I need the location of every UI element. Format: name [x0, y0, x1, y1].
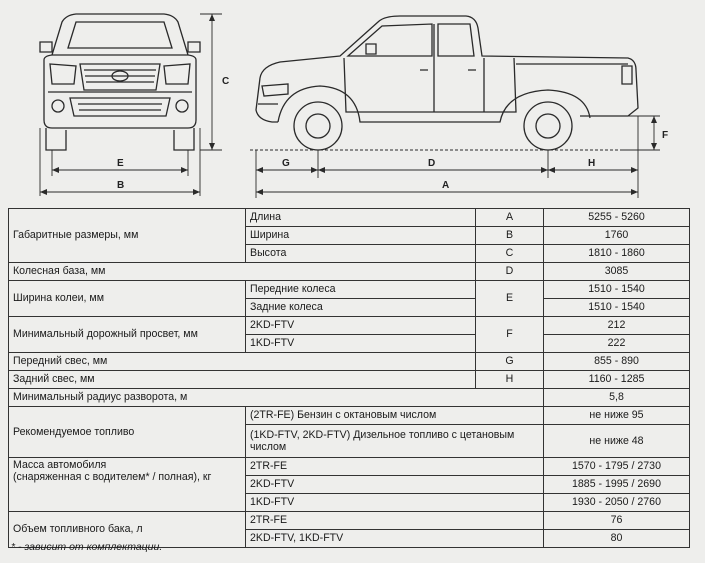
value-cell: 3085	[544, 263, 690, 281]
value-cell: 212	[544, 317, 690, 335]
table-row	[9, 407, 690, 425]
param-line: (снаряженная с водителем* / полная), кг	[13, 471, 212, 484]
param-cell: Передний свес, мм	[9, 353, 476, 371]
dim-label-c: C	[222, 76, 230, 87]
param-cell: Колесная база, мм	[9, 263, 476, 281]
symbol-cell: E	[476, 281, 544, 317]
symbol-cell: B	[476, 227, 544, 245]
value-cell: 1510 - 1540	[544, 281, 690, 299]
sub-cell: Передние колеса	[246, 281, 476, 299]
sub-cell: 2KD-FTV	[246, 476, 544, 494]
table-row	[9, 371, 690, 389]
param-cell: Задний свес, мм	[9, 371, 476, 389]
param-cell	[9, 458, 246, 512]
dim-label-g: G	[282, 158, 290, 169]
symbol-cell: H	[476, 371, 544, 389]
table-row	[9, 458, 690, 476]
symbol-cell: G	[476, 353, 544, 371]
symbol-cell: F	[476, 317, 544, 353]
value-cell: 1160 - 1285	[544, 371, 690, 389]
value-cell: не ниже 95	[544, 407, 690, 425]
value-cell: 5255 - 5260	[544, 209, 690, 227]
sub-cell: 2TR-FE	[246, 458, 544, 476]
value-cell: 222	[544, 335, 690, 353]
value-cell: 855 - 890	[544, 353, 690, 371]
param-cell: Габаритные размеры, мм	[9, 209, 246, 263]
table-row	[9, 389, 690, 407]
footnote: * - зависит от комплектации.	[11, 541, 163, 553]
dim-label-e: E	[117, 158, 124, 169]
dim-label-d: D	[428, 158, 436, 169]
param-cell: Рекомендуемое топливо	[9, 407, 246, 458]
dim-label-f: F	[662, 130, 669, 141]
value-cell: 1760	[544, 227, 690, 245]
symbol-cell: A	[476, 209, 544, 227]
table-row	[9, 512, 690, 530]
vehicle-dimension-diagram	[0, 0, 705, 205]
symbol-cell: C	[476, 245, 544, 263]
sub-cell: Высота	[246, 245, 476, 263]
side-view-drawing	[256, 16, 638, 150]
value-cell: 5,8	[544, 389, 690, 407]
value-cell: 1810 - 1860	[544, 245, 690, 263]
param-line: Масса автомобиля	[13, 459, 107, 471]
dim-label-h: H	[588, 158, 596, 169]
sub-cell: Ширина	[246, 227, 476, 245]
sub-cell: 1KD-FTV	[246, 494, 544, 512]
value-cell: не ниже 48	[544, 425, 690, 458]
table-row	[9, 317, 690, 335]
sub-cell: 1KD-FTV	[246, 335, 476, 353]
table-row	[9, 353, 690, 371]
sub-cell: 2TR-FE	[246, 512, 544, 530]
table-row	[9, 209, 690, 227]
value-cell: 1570 - 1795 / 2730	[544, 458, 690, 476]
sub-cell: (2TR-FE) Бензин с октановым числом	[246, 407, 544, 425]
dimension-lines	[40, 14, 660, 198]
param-cell: Минимальный радиус разворота, м	[9, 389, 544, 407]
value-cell: 1930 - 2050 / 2760	[544, 494, 690, 512]
front-view-drawing	[40, 14, 200, 150]
value-cell: 1510 - 1540	[544, 299, 690, 317]
table-row	[9, 263, 690, 281]
param-cell: Ширина колеи, мм	[9, 281, 246, 317]
value-cell: 80	[544, 530, 690, 548]
param-cell: Минимальный дорожный просвет, мм	[9, 317, 246, 353]
dim-label-a: A	[442, 180, 450, 191]
symbol-cell: D	[476, 263, 544, 281]
sub-cell: (1KD-FTV, 2KD-FTV) Дизельное топливо с цетановым числом	[246, 425, 544, 458]
value-cell: 76	[544, 512, 690, 530]
sub-cell: 2KD-FTV	[246, 317, 476, 335]
sub-cell: Длина	[246, 209, 476, 227]
param-cell: Объем топливного бака, л	[9, 512, 246, 548]
sub-cell: Задние колеса	[246, 299, 476, 317]
dim-label-b: B	[117, 180, 125, 191]
value-cell: 1885 - 1995 / 2690	[544, 476, 690, 494]
table-row	[9, 281, 690, 299]
sub-cell: 2KD-FTV, 1KD-FTV	[246, 530, 544, 548]
specifications-table	[8, 208, 690, 548]
